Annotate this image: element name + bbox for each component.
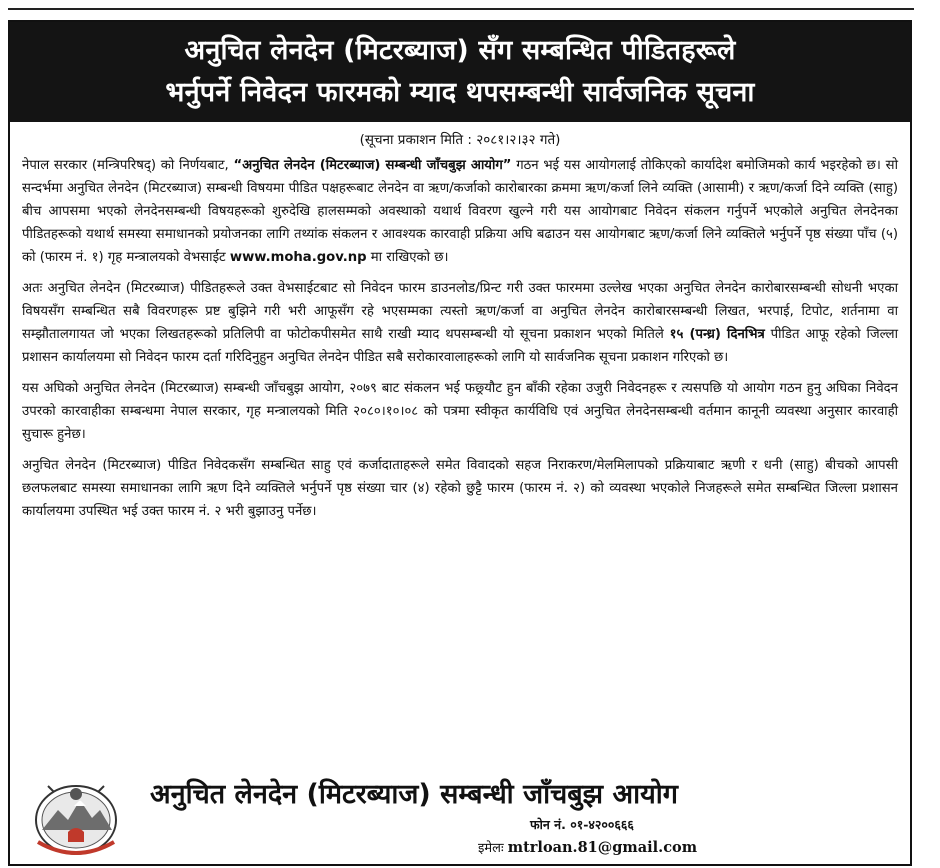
email-address[interactable]: mtrloan.81@gmail.com — [507, 839, 698, 856]
paragraph-2 — [22, 277, 898, 369]
header-title-line-1: अनुचित लेनदेन (मिटरब्याज) सँग सम्बन्धित पीडितहरूले — [184, 35, 736, 66]
submission-deadline: १५ (पन्ध्र) दिनभित्र — [669, 327, 765, 342]
paragraph-3: यस अघिको अनुचित लेनदेन (मिटरब्याज) सम्बन्धी जाँचबुझ आयोग, २०७९ बाट संकलन भई फछ्र्यौट हुन बाँकी रहेका उजुरी निवेदनहरू र त्यसपछि यो आयोग गठन हुनु अघिका निवेदन उपरको कारवाहीका सम्बन्धमा नेपाल सरकार, गृह मन्त्रालयको मिति २०८०।१०।०८ को पत्रमा स्वीकृत कार्यविधि एवं अनुचित लेनदेनसम्बन्धी वर्तमान कानूनी व्यवस्था अनुसार कारवाही सुचारू हुनेछ। — [22, 381, 898, 442]
email-row — [478, 838, 697, 856]
notice-header — [10, 22, 910, 122]
paragraph-4: अनुचित लेनदेन (मिटरब्याज) पीडित निवेदकसँग सम्बन्धित साहु एवं कर्जादाताहरूले समेत विवादको सहज निराकरण/मेलमिलापको प्रक्रियाबाट ऋणी र धनी (साहु) बीचको आपसी छलफलबाट समस्या समाधानका लागि ऋण दिने व्यक्तिले भर्नुपर्ने पृष्ठ संख्या चार (४) रहेको छुट्टै फारम (फारम नं. २) को व्यवस्था भएकोले निजहरूले समेत सम्बन्धित जिल्ला प्रशासन कार्यालयमा उपस्थित भई उक्त फारम नं. २ भरी बुझाउनु पर्नेछ। — [22, 458, 898, 519]
publication-date: (सूचना प्रकाशन मिति : २०८१।२।३२ गते) — [359, 132, 561, 148]
paragraph-2-end: पीडित आफू रहेको जिल्ला प्रशासन कार्यालयमा सो निवेदन फारम दर्ता गरिदिनुहुन अनुचित लेनदेन पीडित सबै सरोकारवालाहरूको लागि यो सार्वजनिक सूचना प्रकाशन गरिएको छ। — [22, 327, 898, 365]
paragraph-1-intro: नेपाल सरकार (मन्त्रिपरिषद्) को निर्णयबाट, — [22, 158, 234, 173]
issuing-commission: अनुचित लेनदेन (मिटरब्याज) सम्बन्धी जाँचबुझ आयोग — [150, 779, 678, 810]
paragraph-1-text: गठन भई यस आयोगलाई तोकिएको कार्यादेश बमोजिमको कार्य भइरहेको छ। सो सन्दर्भमा अनुचित लेनदेन (मिटरब्याज) सम्बन्धी विषयमा पीडित पक्षहरूबाट लेनदेन वा ऋण/कर्जाको कारोबारका क्रममा ऋण/कर्जा लिने व्यक्ति (आसामी) र ऋण/कर्जा दिने व्यक्ति (साहु) बीच आपसमा भएको लेनदेनसम्बन्धी विषयहरूको शुरुदेखि हालसम्मको अवस्थाको यथार्थ विवरण खुल्ने गरी यस आयोगबाट निवेदन संकलन गर्नुपर्ने भएकोले अनुचित लेनदेनका पीडितहरूको यथार्थ समस्या समाधानको प्रयोजनका लागि तथ्यांक संकलन र आवश्यक कारवाही प्रक्रिया अघि बढाउन यस आयोगबाट ऋण/कर्जा लिने व्यक्तिले भर्नुपर्ने पृष्ठ संख्या पाँच (५) को (फारम नं. १) गृह मन्त्रालयको वेभसाईट — [22, 158, 898, 265]
public-notice — [8, 20, 912, 866]
nepal-government-emblem-icon — [28, 772, 124, 860]
commission-name: “अनुचित लेनदेन (मिटरब्याज) सम्बन्धी जाँचबुझ आयोग” — [233, 158, 512, 173]
paragraph-2-text: अतः अनुचित लेनदेन (मिटरब्याज) पीडितहरूले उक्त वेभसाईटबाट सो निवेदन फारम डाउनलोड/प्रिन्ट गरी उक्त फारममा उल्लेख भएका अनुचित लेनदेन कारोबारसम्बन्धी सोधनी भएका विषयसँग सम्बन्धित सबै विवरणहरू प्रष्ट बुझिने गरी भरी आफूसँग रहे भएसम्मका त्यस्तो ऋण/कर्जा वा अनुचित लेनदेन कारोबारसम्बन्धी लिखत, भरपाई, टिपोट, शर्तनामा वा सम्झौतालगायत जो भएका लिखतहरूको प्रतिलिपी वा फोटोकपीसमेत साथै राखी म्याद थपसम्बन्धी यो सूचना प्रकाशन भएको मितिले — [22, 281, 898, 342]
notice-footer — [10, 764, 910, 864]
email-label: इमेलः — [478, 841, 504, 856]
phone-number: फोन नं. ०१-४२००६६६ — [530, 817, 634, 832]
notice-body — [10, 154, 910, 523]
paragraph-1-end: मा राखिएको छ। — [366, 250, 449, 265]
paragraph-1 — [22, 154, 898, 269]
website-link[interactable]: www.moha.gov.np — [229, 250, 367, 265]
top-divider — [8, 8, 914, 10]
header-title-line-2: भर्नुपर्ने निवेदन फारमको म्याद थपसम्बन्धी सार्वजनिक सूचना — [165, 77, 755, 108]
